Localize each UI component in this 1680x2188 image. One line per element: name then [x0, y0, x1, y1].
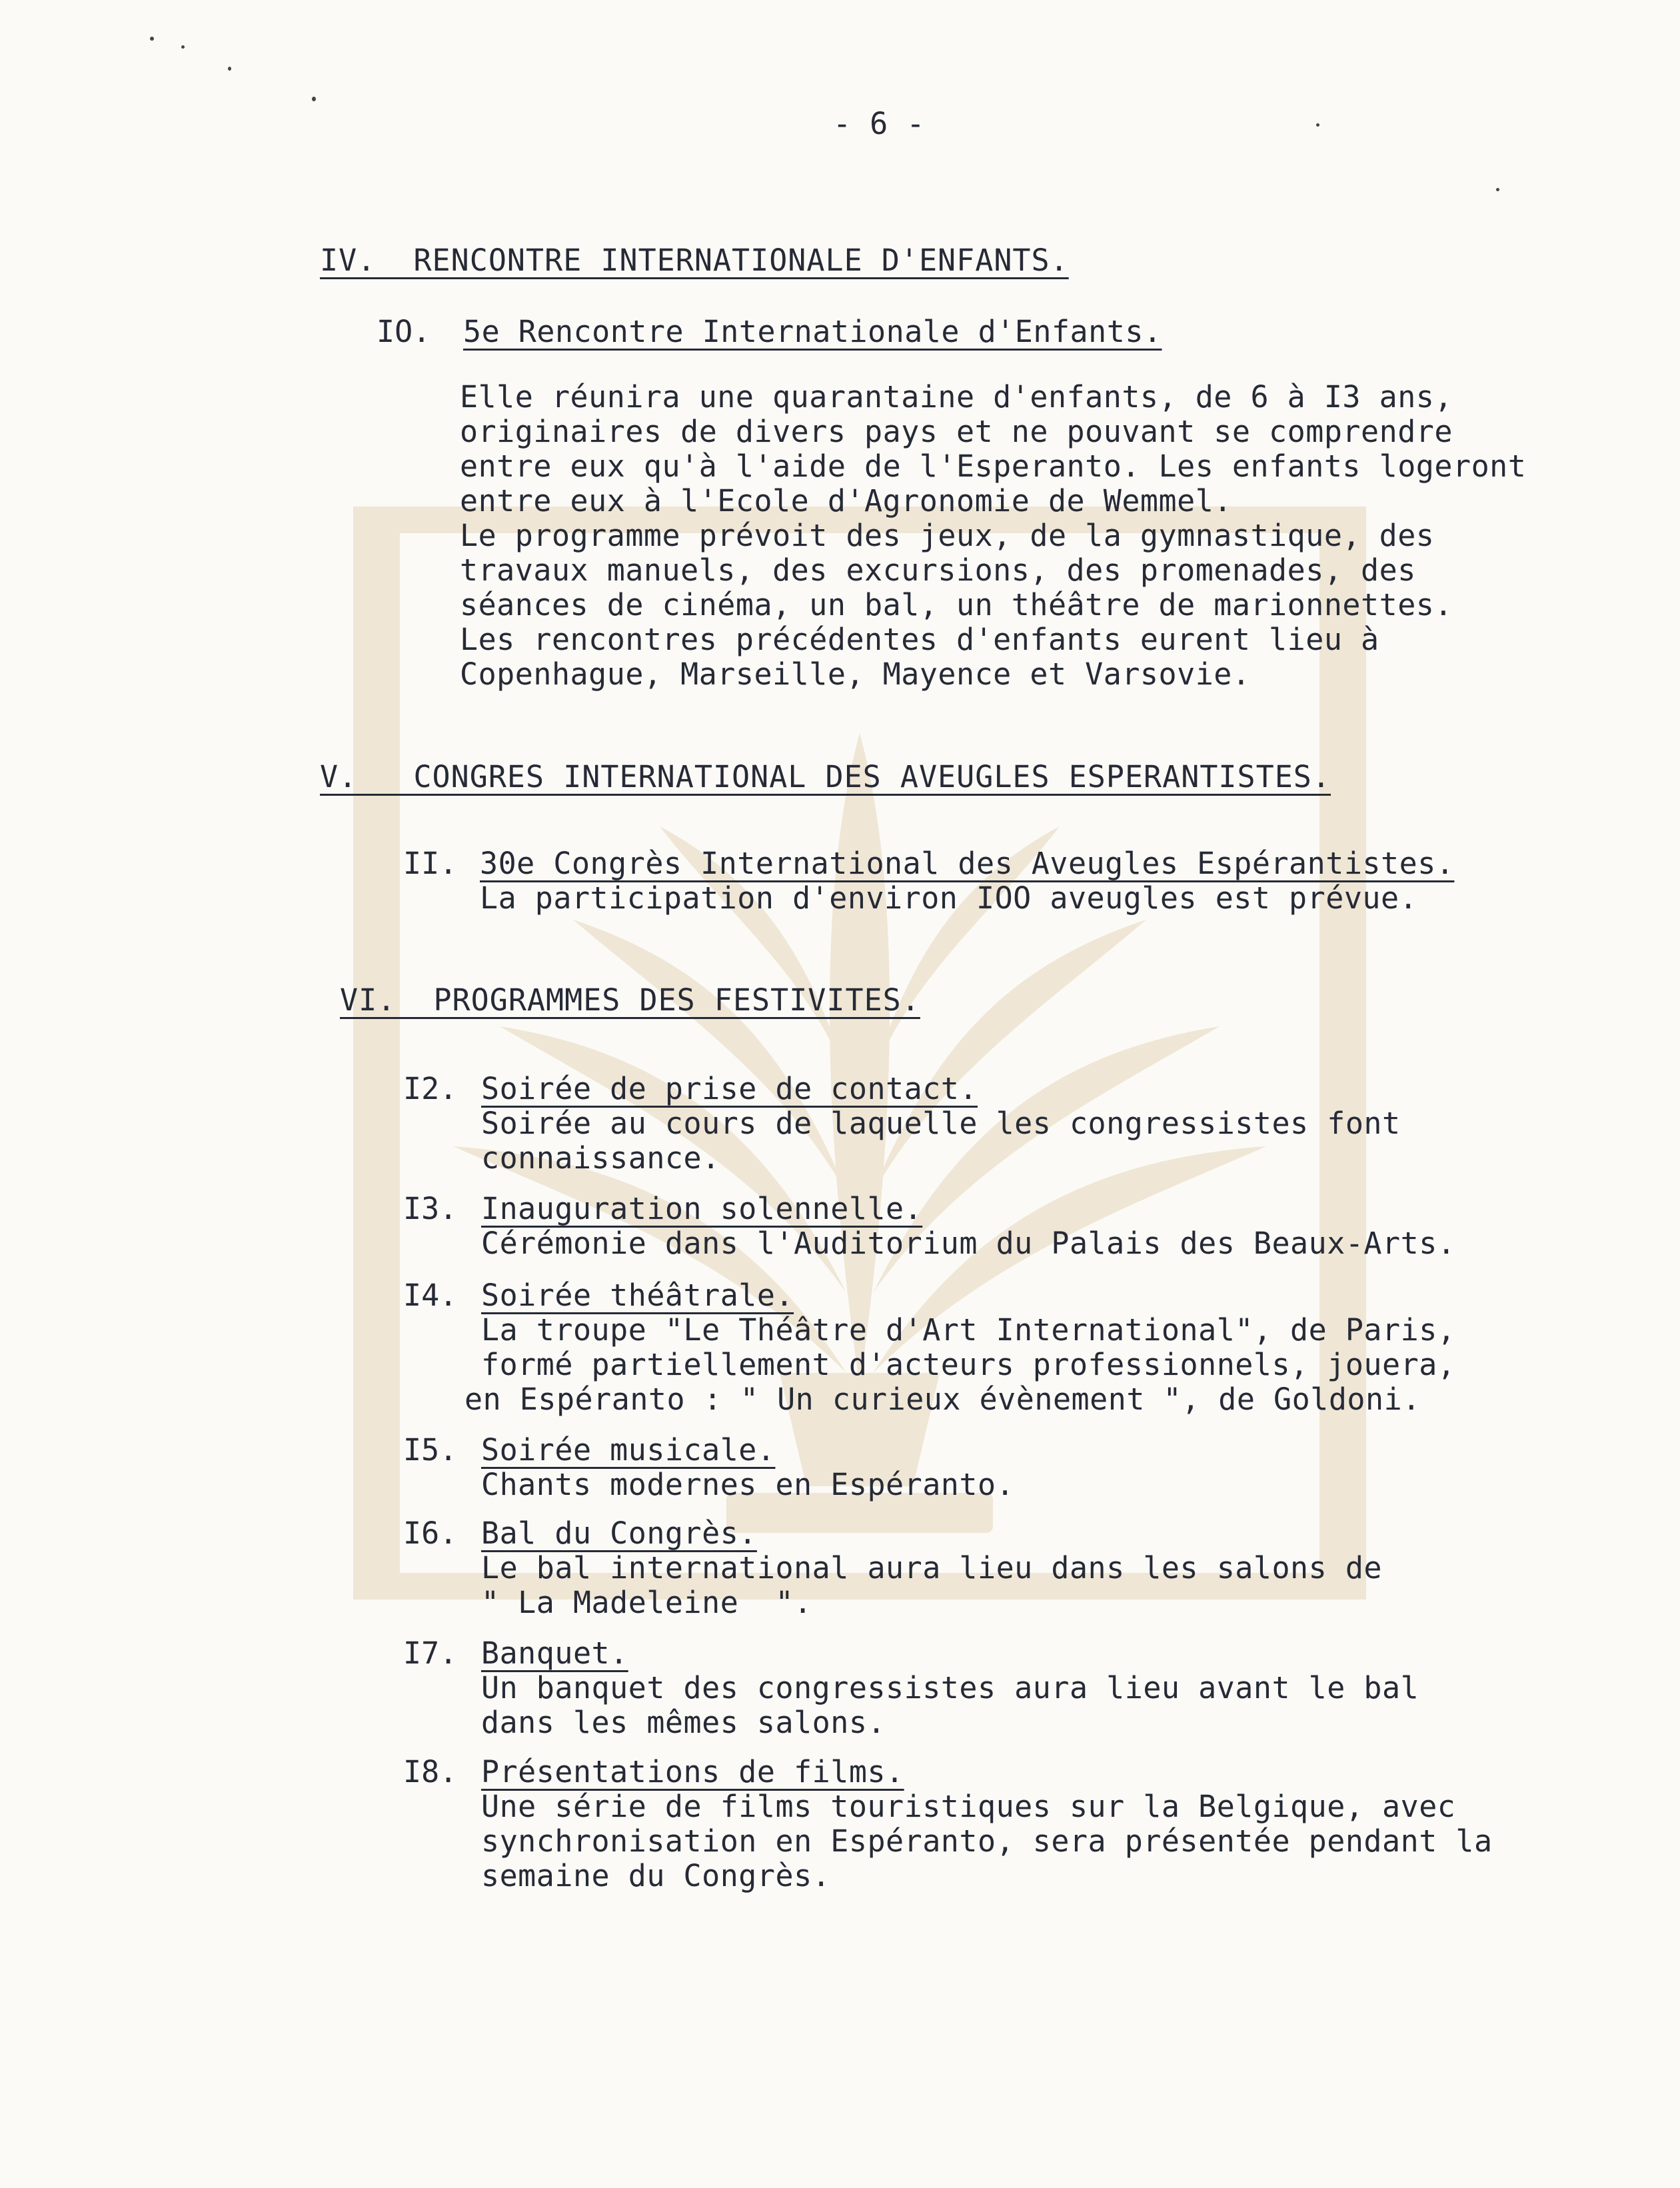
- body-line: Soirée au cours de laquelle les congressistes font: [481, 1106, 1401, 1141]
- item-number: I4.: [403, 1278, 458, 1313]
- body-line: dans les mêmes salons.: [481, 1705, 886, 1740]
- ink-speck: [1496, 188, 1499, 191]
- item-number: I8.: [403, 1754, 458, 1789]
- body-line: synchronisation en Espéranto, sera présentée pendant la: [481, 1823, 1493, 1859]
- item-title: Bal du Congrès.: [481, 1516, 757, 1551]
- ink-speck: [228, 67, 231, 71]
- body-line: Chants modernes en Espéranto.: [481, 1467, 1015, 1502]
- item-number: I5.: [403, 1432, 458, 1468]
- item-number: I6.: [403, 1516, 458, 1551]
- item-number: I3.: [403, 1191, 458, 1226]
- item-title: Inauguration solennelle.: [481, 1191, 923, 1226]
- body-line: séances de cinéma, un bal, un théâtre de marionnettes.: [460, 587, 1453, 622]
- item-number: IO.: [377, 314, 431, 349]
- body-line: " La Madeleine ".: [481, 1585, 812, 1620]
- body-line: Le programme prévoit des jeux, de la gymnastique, des: [460, 518, 1435, 553]
- body-line: connaissance.: [481, 1140, 720, 1176]
- item-title: 30e Congrès International des Aveugles Espérantistes.: [480, 846, 1455, 881]
- body-line: semaine du Congrès.: [481, 1858, 831, 1893]
- item-title: Présentations de films.: [481, 1754, 904, 1789]
- body-line: entre eux à l'Ecole d'Agronomie de Wemmel.: [460, 483, 1232, 519]
- body-line: Cérémonie dans l'Auditorium du Palais des Beaux-Arts.: [481, 1226, 1456, 1261]
- item-number: II.: [403, 846, 458, 881]
- body-line: Elle réunira une quarantaine d'enfants, de 6 à I3 ans,: [460, 379, 1453, 415]
- item-number: I7.: [403, 1636, 458, 1671]
- body-line: La participation d'environ IOO aveugles est prévue.: [480, 880, 1418, 916]
- body-line: Une série de films touristiques sur la Belgique, avec: [481, 1789, 1456, 1824]
- body-line: Copenhague, Marseille, Mayence et Varsovie.: [460, 656, 1251, 692]
- body-line: Le bal international aura lieu dans les salons de: [481, 1550, 1383, 1586]
- item-title: Soirée de prise de contact.: [481, 1071, 978, 1106]
- body-line: travaux manuels, des excursions, des promenades, des: [460, 552, 1416, 588]
- item-number: I2.: [403, 1071, 458, 1106]
- section-heading: IV. RENCONTRE INTERNATIONALE D'ENFANTS.: [320, 243, 1069, 278]
- ink-speck: [181, 45, 185, 49]
- item-title: 5e Rencontre Internationale d'Enfants.: [463, 314, 1162, 349]
- body-line: entre eux qu'à l'aide de l'Esperanto. Les enfants logeront: [460, 449, 1527, 484]
- body-line: Un banquet des congressistes aura lieu avant le bal: [481, 1670, 1419, 1705]
- body-line: La troupe "Le Théâtre d'Art International", de Paris,: [481, 1312, 1456, 1348]
- ink-speck: [312, 97, 316, 101]
- page-number: - 6 -: [833, 106, 925, 141]
- body-line: Les rencontres précédentes d'enfants eurent lieu à: [460, 622, 1379, 657]
- item-title: Soirée théâtrale.: [481, 1278, 794, 1313]
- item-title: Soirée musicale.: [481, 1432, 776, 1468]
- item-title: Banquet.: [481, 1636, 628, 1671]
- body-line: formé partiellement d'acteurs professionnels, jouera,: [481, 1347, 1456, 1382]
- body-line: en Espéranto : " Un curieux évènement ", de Goldoni.: [464, 1382, 1421, 1417]
- body-line: originaires de divers pays et ne pouvant se comprendre: [460, 414, 1453, 449]
- section-heading: V. CONGRES INTERNATIONAL DES AVEUGLES ESPERANTISTES.: [320, 759, 1331, 794]
- ink-speck: [150, 37, 154, 41]
- ink-speck: [1316, 123, 1319, 127]
- section-heading: VI. PROGRAMMES DES FESTIVITES.: [340, 982, 920, 1018]
